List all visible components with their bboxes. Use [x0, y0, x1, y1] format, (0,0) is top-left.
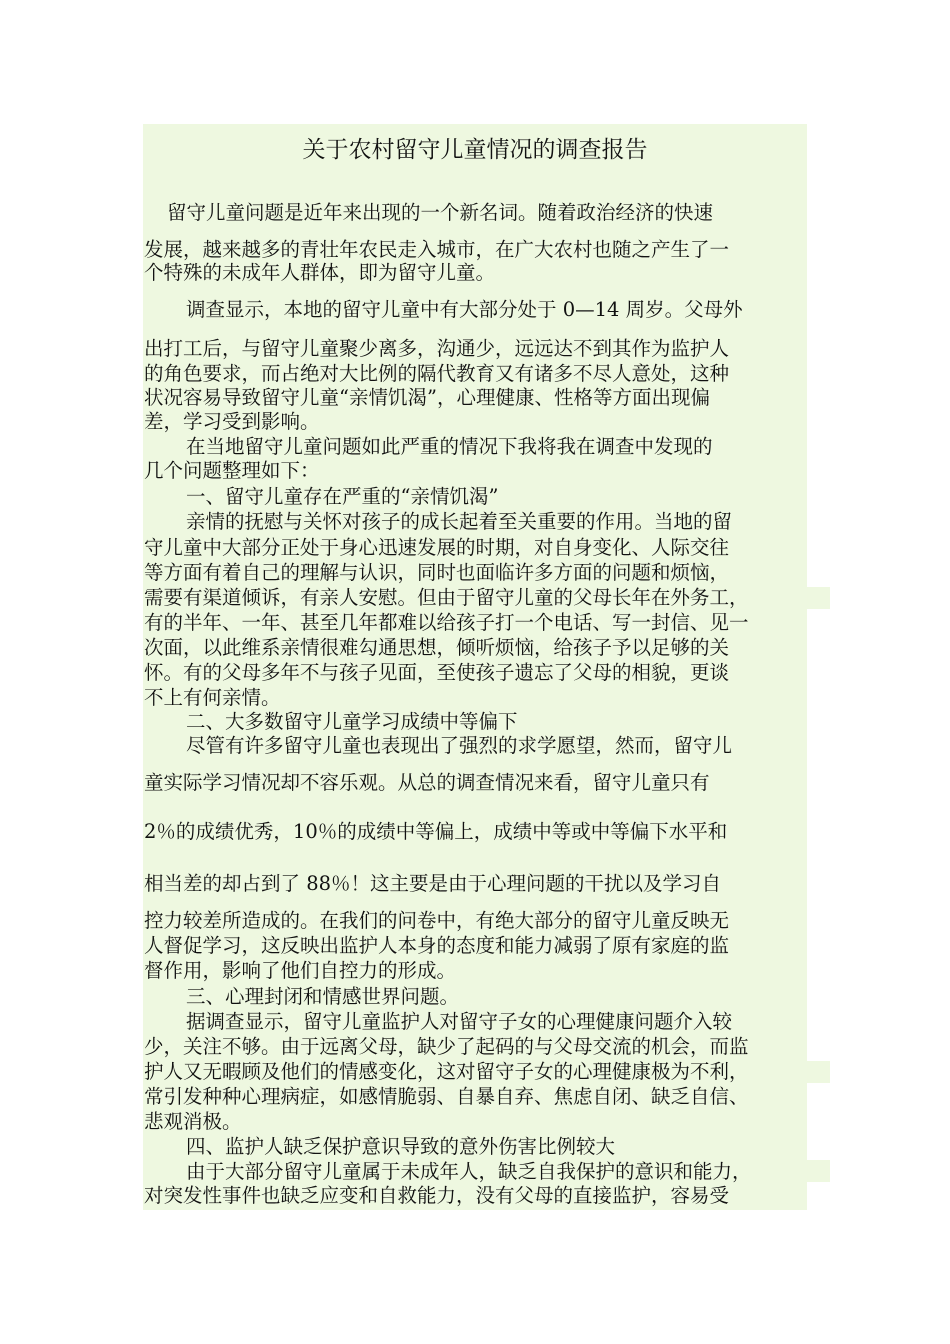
- paragraph-line: 需要有渠道倾诉，有亲人安慰。但由于留守儿童的父母长年在外务工，: [144, 586, 749, 609]
- section-heading: 三、心理封闭和情感世界问题。: [186, 985, 460, 1008]
- paragraph-line: 状况容易导致留守儿童“亲情饥渴”，心理健康、性格等方面出现偏: [144, 386, 710, 409]
- paragraph-line: 等方面有着自己的理解与认识，同时也面临许多方面的问题和烦恼，: [144, 561, 730, 584]
- highlight-extension: [800, 1160, 830, 1182]
- paragraph-line: 发展，越来越多的青壮年农民走入城市，在广大农村也随之产生了一: [144, 238, 730, 261]
- paragraph-line: 不上有何亲情。: [144, 686, 281, 709]
- paragraph-line: 出打工后，与留守儿童聚少离多，沟通少，远远达不到其作为监护人: [144, 337, 730, 360]
- paragraph-line: 在当地留守儿童问题如此严重的情况下我将我在调查中发现的: [186, 435, 713, 458]
- paragraph-line: 对突发性事件也缺乏应变和自救能力，没有父母的直接监护，容易受: [144, 1184, 730, 1207]
- section-heading: 二、大多数留守儿童学习成绩中等偏下: [186, 710, 518, 733]
- paragraph-line: 个特殊的未成年人群体，即为留守儿童。: [144, 261, 496, 284]
- highlight-extension: [800, 587, 830, 609]
- paragraph-line: 守儿童中大部分正处于身心迅速发展的时期，对自身变化、人际交往: [144, 536, 730, 559]
- paragraph-line: 几个问题整理如下：: [144, 459, 320, 482]
- paragraph-line: 控力较差所造成的。在我们的问卷中，有绝大部分的留守儿童反映无: [144, 909, 730, 932]
- paragraph-line: 留守儿童问题是近年来出现的一个新名词。随着政治经济的快速: [167, 201, 714, 224]
- paragraph-line: 人督促学习，这反映出监护人本身的态度和能力减弱了原有家庭的监: [144, 934, 730, 957]
- paragraph-line: 据调查显示，留守儿童监护人对留守子女的心理健康问题介入较: [186, 1010, 733, 1033]
- section-heading: 一、留守儿童存在严重的“亲情饥渴”: [186, 485, 499, 508]
- paragraph-line: 护人又无暇顾及他们的情感变化，这对留守子女的心理健康极为不利，: [144, 1060, 749, 1083]
- paragraph-line: 由于大部分留守儿童属于未成年人，缺乏自我保护的意识和能力，: [186, 1160, 752, 1183]
- paragraph-line: 次面，以此维系亲情很难勾通思想，倾听烦恼，给孩子予以足够的关: [144, 636, 730, 659]
- paragraph-line: 有的半年、一年、甚至几年都难以给孩子打一个电话、写一封信、见一: [144, 611, 749, 634]
- paragraph-line: 少，关注不够。由于远离父母，缺少了起码的与父母交流的机会，而监: [144, 1035, 749, 1058]
- paragraph-line: 2％的成绩优秀，10％的成绩中等偏上，成绩中等或中等偏下水平和: [144, 820, 728, 843]
- paragraph-line: 督作用，影响了他们自控力的形成。: [144, 959, 457, 982]
- paragraph-line: 童实际学习情况却不容乐观。从总的调查情况来看，留守儿童只有: [144, 771, 710, 794]
- section-heading: 四、监护人缺乏保护意识导致的意外伤害比例较大: [186, 1135, 616, 1158]
- paragraph-line: 怀。有的父母多年不与孩子见面，至使孩子遗忘了父母的相貌，更谈: [144, 661, 730, 684]
- paragraph-line: 相当差的却占到了 88％！这主要是由于心理问题的干扰以及学习自: [144, 872, 722, 895]
- paragraph-line: 亲情的抚慰与关怀对孩子的成长起着至关重要的作用。当地的留: [186, 510, 733, 533]
- document-title: 关于农村留守儿童情况的调查报告: [302, 137, 648, 163]
- paragraph-line: 悲观消极。: [144, 1110, 242, 1133]
- paragraph-line: 调查显示，本地的留守儿童中有大部分处于 0—14 周岁。父母外: [186, 298, 743, 321]
- paragraph-line: 差，学习受到影响。: [144, 410, 320, 433]
- highlight-extension: [800, 1061, 830, 1083]
- paragraph-line: 常引发种种心理病症，如感情脆弱、自暴自弃、焦虑自闭、缺乏自信、: [144, 1085, 749, 1108]
- paragraph-line: 尽管有许多留守儿童也表现出了强烈的求学愿望，然而，留守儿: [186, 734, 733, 757]
- paragraph-line: 的角色要求，而占绝对大比例的隔代教育又有诸多不尽人意处，这种: [144, 362, 730, 385]
